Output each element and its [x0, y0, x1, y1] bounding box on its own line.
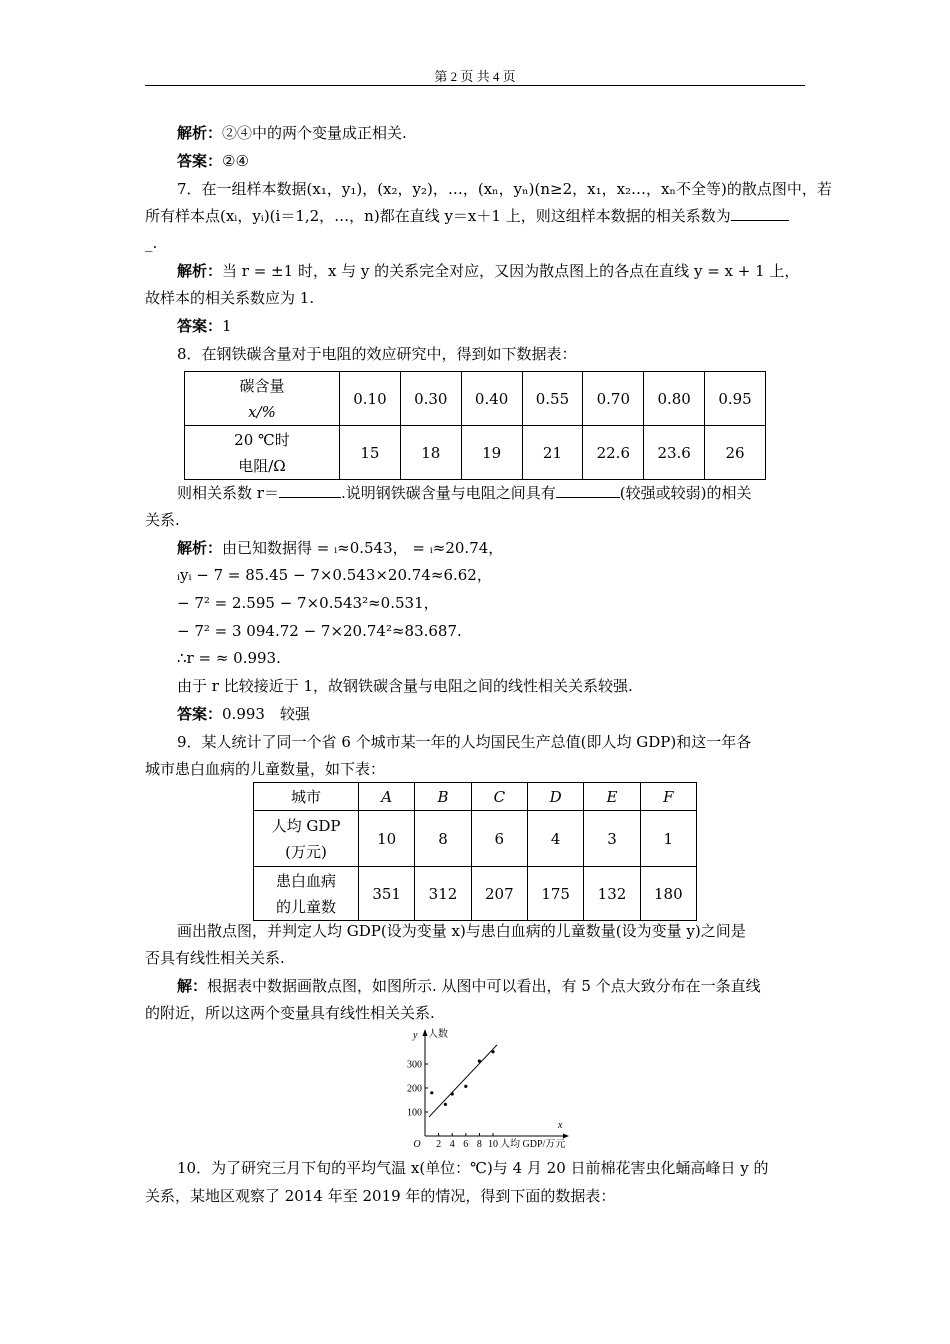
table-cell: 351: [359, 867, 415, 921]
table-cell: 180: [640, 867, 696, 921]
table-cell: 26: [705, 426, 766, 480]
table-cell: 132: [584, 867, 640, 921]
origin-label: O: [413, 1139, 421, 1148]
table-cell: 8: [415, 811, 471, 867]
q8-question: 则相关系数 r＝ .说明钢铁碳含量与电阻之间具有 (较强或较弱)的相关: [177, 484, 752, 502]
q7-analysis2: 故样本的相关系数应为 1.: [145, 289, 315, 307]
q8-analysis-line: − 7² = 3 094.72 − 7×20.74²≈83.687.: [177, 622, 462, 640]
header-rule: [145, 85, 805, 86]
table-cell: 0.10: [340, 372, 401, 426]
q9-line1: 9．某人统计了同一个省 6 个城市某一年的人均国民生产总值(即人均 GDP)和这一年各: [177, 733, 752, 751]
x-axis-label: 人均 GDP/万元: [500, 1139, 566, 1148]
y-axis-label: 人数: [428, 1029, 448, 1040]
scatter-chart: [395, 1024, 595, 1148]
table-cell: F: [640, 783, 696, 811]
q7-answer: 答案：1: [177, 317, 232, 335]
chart-marks: [429, 1045, 497, 1117]
table-cell: 18: [400, 426, 461, 480]
q8-intro: 8．在钢铁碳含量对于电阻的效应研究中，得到如下数据表：: [177, 345, 577, 363]
q8-analysis: 解析：由已知数据得 = ᵢ≈0.543， = ᵢ≈20.74，: [177, 539, 504, 557]
table-cell: 0.95: [705, 372, 766, 426]
table-cell: A: [359, 783, 415, 811]
table-cell: D: [527, 783, 583, 811]
q6-answer: 答案：②④: [177, 152, 249, 170]
q7-analysis: 解析：当 r = ±1 时，x 与 y 的关系完全对应，又因为散点图上的各点在直线 y = x + 1 上，: [177, 262, 800, 280]
table-row: [254, 811, 697, 867]
table-cell: 3: [584, 811, 640, 867]
table-cell: 0.70: [583, 372, 644, 426]
table-cell: 0.55: [522, 372, 583, 426]
table-cell: 1: [640, 811, 696, 867]
chart-axes: [423, 1029, 570, 1139]
chart-labels: [407, 1027, 565, 1148]
q9-question1: 画出散点图，并判定人均 GDP(设为变量 x)与患白血病的儿童数量(设为变量 y)之间是: [177, 922, 746, 940]
q6-analysis: 解析：②④中的两个变量成正相关.: [177, 124, 407, 142]
table-cell: 21: [522, 426, 583, 480]
x-tick-label: 4: [449, 1139, 455, 1148]
table-row: [185, 426, 766, 480]
data-point: [451, 1092, 454, 1095]
table-header: 碳含量 x/%: [185, 372, 340, 426]
table-cell: E: [584, 783, 640, 811]
table-header: 城市: [254, 783, 359, 811]
y-tick-label: 300: [407, 1059, 422, 1071]
trend-line: [429, 1045, 497, 1117]
q8-answer: 答案：0.993 较强: [177, 705, 310, 723]
table-cell: 175: [527, 867, 583, 921]
x-tick-label: 10: [488, 1139, 498, 1148]
q8-analysis-line: 由于 r 比较接近于 1，故钢铁碳含量与电阻之间的线性相关关系较强.: [177, 677, 633, 695]
q8-table: [184, 371, 766, 480]
data-point: [478, 1060, 481, 1063]
q9-solution2: 的附近，所以这两个变量具有线性相关关系.: [145, 1004, 435, 1022]
q8-analysis-line: − 7² = 2.595 − 7×0.543²≈0.531，: [177, 594, 439, 612]
q10-line2: 关系，某地区观察了 2014 年至 2019 年的情况，得到下面的数据表：: [145, 1187, 616, 1205]
page-header: 第 2 页 共 4 页: [434, 69, 516, 84]
table-cell: 312: [415, 867, 471, 921]
q10-line1: 10．为了研究三月下旬的平均气温 x(单位：℃)与 4 月 20 日前棉花害虫化蛹高峰日 y 的: [177, 1159, 769, 1177]
table-cell: 10: [359, 811, 415, 867]
x-axis-var: x: [558, 1120, 563, 1131]
q7-line3: _.: [145, 234, 158, 252]
q7-line2: 所有样本点(xᵢ，yᵢ)(i＝1,2，…，n)都在直线 y＝x＋1 上，则这组样本数据的相关系数为: [145, 205, 805, 227]
table-cell: 15: [340, 426, 401, 480]
table-row: [254, 867, 697, 921]
data-point: [430, 1091, 433, 1094]
q7-line1: 7．在一组样本数据(x₁，y₁)，(x₂，y₂)，…，(xₙ，yₙ)(n≥2，x₁，x₂…，xₙ不全等)的散点图中，若: [177, 180, 832, 198]
table-header: 人均 GDP (万元): [254, 811, 359, 867]
q8-analysis-line: ∴r = ≈ 0.993.: [177, 649, 281, 667]
table-cell: 207: [471, 867, 527, 921]
table-row: [254, 783, 697, 811]
data-point: [464, 1085, 467, 1088]
table-header: 患白血病 的儿童数: [254, 867, 359, 921]
table-cell: 0.80: [644, 372, 705, 426]
table-cell: 0.30: [400, 372, 461, 426]
q8-question2: 关系.: [145, 511, 180, 529]
table-cell: 6: [471, 811, 527, 867]
y-axis-var: y: [413, 1030, 418, 1041]
table-cell: 4: [527, 811, 583, 867]
table-cell: B: [415, 783, 471, 811]
q9-solution: 解：根据表中数据画散点图，如图所示. 从图中可以看出，有 5 个点大致分布在一条直线: [177, 977, 761, 995]
x-tick-label: 6: [463, 1139, 469, 1148]
table-cell: 19: [461, 426, 522, 480]
x-tick-label: 2: [436, 1139, 442, 1148]
table-cell: 22.6: [583, 426, 644, 480]
y-tick-label: 200: [407, 1083, 422, 1095]
q9-line2: 城市患白血病的儿童数量，如下表：: [145, 760, 386, 778]
table-header: 20 ℃时 电阻/Ω: [185, 426, 340, 480]
data-point: [491, 1050, 494, 1053]
table-cell: 0.40: [461, 372, 522, 426]
data-point: [444, 1103, 447, 1106]
table-cell: C: [471, 783, 527, 811]
q8-analysis-line: ᵢyᵢ − 7 = 85.45 − 7×0.543×20.74≈6.62，: [177, 566, 492, 584]
q9-table: [253, 782, 697, 921]
table-cell: 23.6: [644, 426, 705, 480]
q9-question2: 否具有线性相关关系.: [145, 949, 285, 967]
x-tick-label: 8: [476, 1139, 482, 1148]
y-tick-label: 100: [407, 1107, 422, 1119]
table-row: [185, 372, 766, 426]
x-axis-arrow: [563, 1134, 569, 1139]
y-axis-arrow: [423, 1029, 428, 1036]
